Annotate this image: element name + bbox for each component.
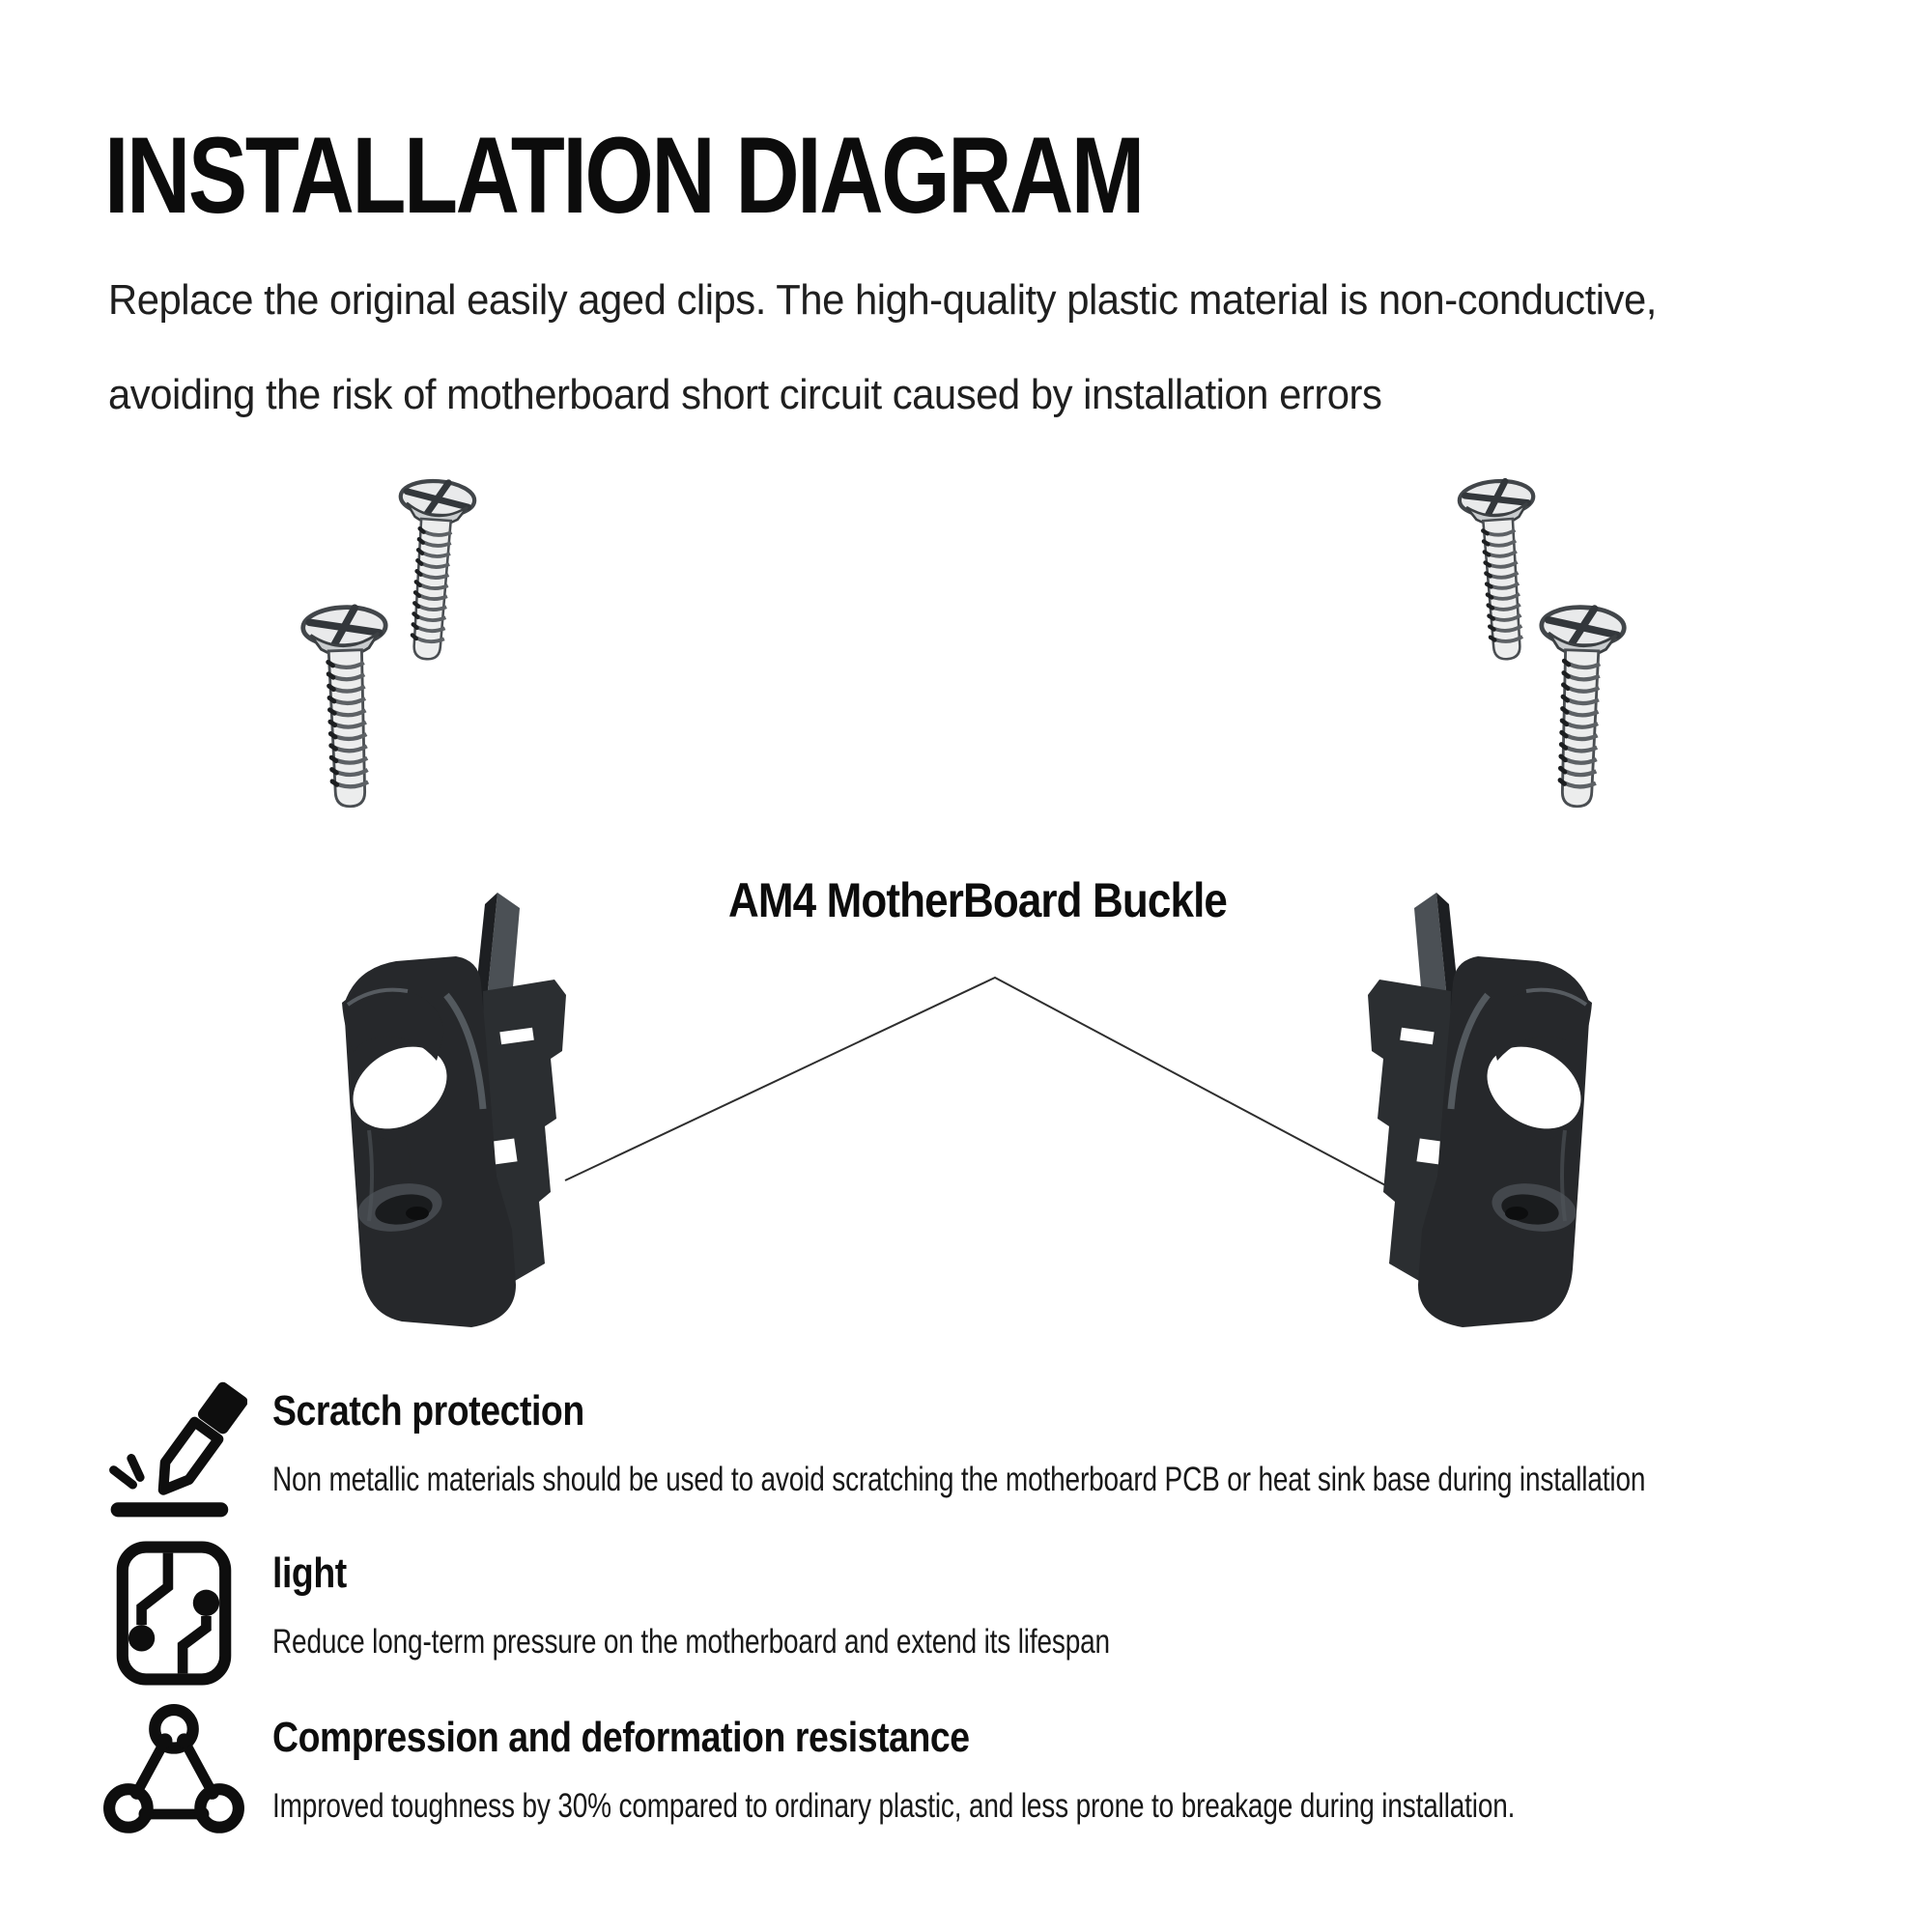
feature-description: Reduce long-term pressure on the motherboard and extend its lifespan: [272, 1622, 1110, 1661]
intro-paragraph: [108, 253, 1738, 442]
feature-light: [100, 1538, 1320, 1689]
am4-buckle-right: [1368, 893, 1596, 1327]
screw-icon: [1535, 606, 1625, 808]
screw-icon: [1459, 479, 1545, 662]
circuit-trace-icon: [100, 1538, 247, 1689]
feature-scratch-protection: [100, 1376, 1932, 1526]
intro-line-2: avoiding the risk of motherboard short circuit caused by installation errors: [108, 371, 1382, 418]
intro-line-1: Replace the original easily aged clips. The high-quality plastic material is non-conductive,: [108, 276, 1657, 324]
pointer-lines: [565, 978, 1418, 1203]
page-title: INSTALLATION DIAGRAM: [104, 115, 1143, 236]
feature-title: light: [272, 1549, 347, 1597]
am4-buckle-left: [338, 893, 566, 1327]
feature-description: Improved toughness by 30% compared to ordinary plastic, and less prone to breakage during installation.: [272, 1786, 1516, 1825]
scratch-pen-icon: [100, 1376, 247, 1526]
screw-icon: [389, 479, 475, 662]
feature-compression-resistance: [100, 1702, 1826, 1853]
screw-icon: [302, 606, 392, 808]
feature-title: Compression and deformation resistance: [272, 1714, 970, 1761]
polymer-molecule-icon: [100, 1702, 247, 1853]
feature-title: Scratch protection: [272, 1387, 584, 1435]
feature-description: Non metallic materials should be used to avoid scratching the motherboard PCB or heat sink base during installation: [272, 1460, 1646, 1498]
part-callout-label: AM4 MotherBoard Buckle: [727, 873, 1228, 927]
